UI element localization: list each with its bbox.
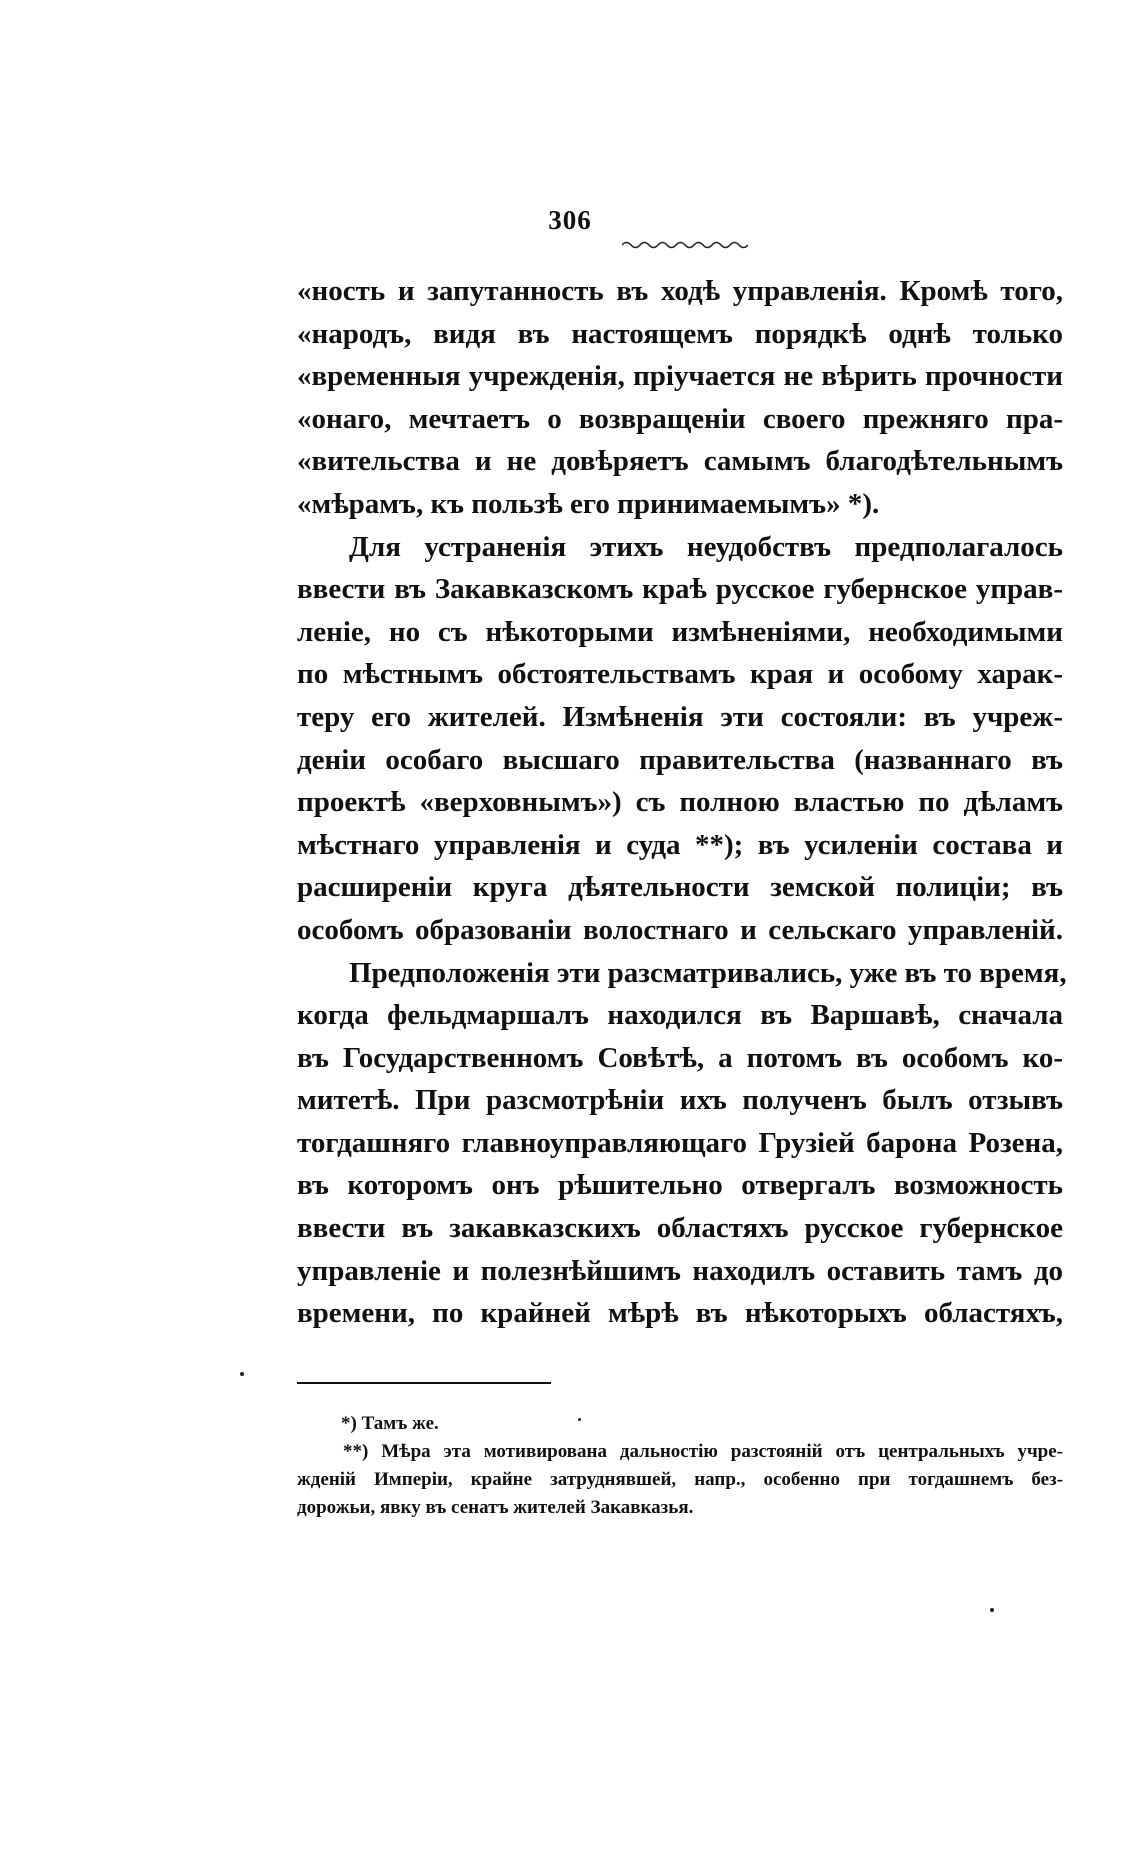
text-line: въ Государственномъ Совѣтѣ, а потомъ въ особомъ ко-: [297, 1041, 1063, 1074]
text-line: леніе, но съ нѣкоторыми измѣненіями, необходимыми: [297, 615, 1063, 648]
paragraph: [297, 270, 1063, 526]
footnote-divider: [297, 1382, 551, 1384]
paragraph: [297, 526, 1063, 952]
text-line: проектѣ «верховнымъ») съ полною властью по дѣламъ: [297, 786, 1063, 819]
text-line: «временныя учрежденія, пріучается не вѣрить прочности: [297, 360, 1063, 393]
text-line: когда фельдмаршалъ находился въ Варшавѣ, сначала: [297, 999, 1063, 1032]
text-line: Предположенія эти разсматривались, уже въ то время,: [349, 956, 1067, 989]
paragraph: [297, 952, 1067, 1335]
text-line: по мѣстнымъ обстоятельствамъ края и особому харак-: [297, 658, 1063, 691]
text-line: «ность и запутанность въ ходѣ управленія. Кромѣ того,: [297, 275, 1063, 307]
footnote-2-line: дорожьи, явку въ сенатъ жителей Закавказья.: [297, 1497, 694, 1518]
scan-speck: [990, 1608, 994, 1612]
main-text: [297, 270, 1067, 1335]
text-line: деніи особаго высшаго правительства (названнаго въ: [297, 743, 1063, 776]
footnote-2-line: **) Мѣра эта мотивирована дальностію разстояній отъ центральныхъ учре-: [343, 1441, 1063, 1462]
text-line: ввести въ закавказскихъ областяхъ русское губернское: [297, 1212, 1063, 1245]
text-line: мѣстнаго управленія и суда **); въ усиленіи состава и: [297, 828, 1063, 861]
text-line: тогдашняго главноуправляющаго Грузіей барона Розена,: [297, 1126, 1063, 1159]
text-line: времени, по крайней мѣрѣ въ нѣкоторыхъ областяхъ,: [297, 1297, 1063, 1330]
text-line: «онаго, мечтаетъ о возвращеніи своего прежняго пра-: [297, 402, 1063, 435]
text-line: въ которомъ онъ рѣшительно отвергалъ возможность: [297, 1169, 1063, 1202]
text-line: особомъ образованіи волостнаго и сельскаго управленій.: [297, 913, 1063, 946]
wavy-underline-ornament: [622, 240, 748, 250]
text-line: теру его жителей. Измѣненія эти состояли: въ учреж-: [297, 700, 1063, 733]
text-line: расширеніи круга дѣятельности земской полиціи; въ: [297, 871, 1063, 904]
footnote-1: *) Тамъ же.: [341, 1413, 439, 1434]
text-line: митетѣ. При разсмотрѣніи ихъ полученъ былъ отзывъ: [297, 1084, 1063, 1117]
text-line: Для устраненія этихъ неудобствъ предполагалось: [349, 530, 1063, 563]
page-number: 306: [548, 205, 592, 235]
footnotes: [297, 1410, 1063, 1522]
text-line: «народъ, видя въ настоящемъ порядкѣ однѣ только: [297, 317, 1063, 350]
text-line: «вительства и не довѣряетъ самымъ благодѣтельнымъ: [297, 445, 1063, 478]
text-line: «мѣрамъ, къ пользѣ его принимаемымъ» *).: [297, 487, 880, 520]
scan-speck: [578, 1418, 581, 1421]
text-line: управленіе и полезнѣйшимъ находилъ оставить тамъ до: [297, 1254, 1063, 1287]
scan-speck: [240, 1372, 244, 1376]
text-line: ввести въ Закавказскомъ краѣ русское губернское управ-: [297, 573, 1063, 606]
footnote-2-line: жденій Имперіи, крайне затруднявшей, напр., особенно при тогдашнемъ без-: [297, 1469, 1063, 1490]
